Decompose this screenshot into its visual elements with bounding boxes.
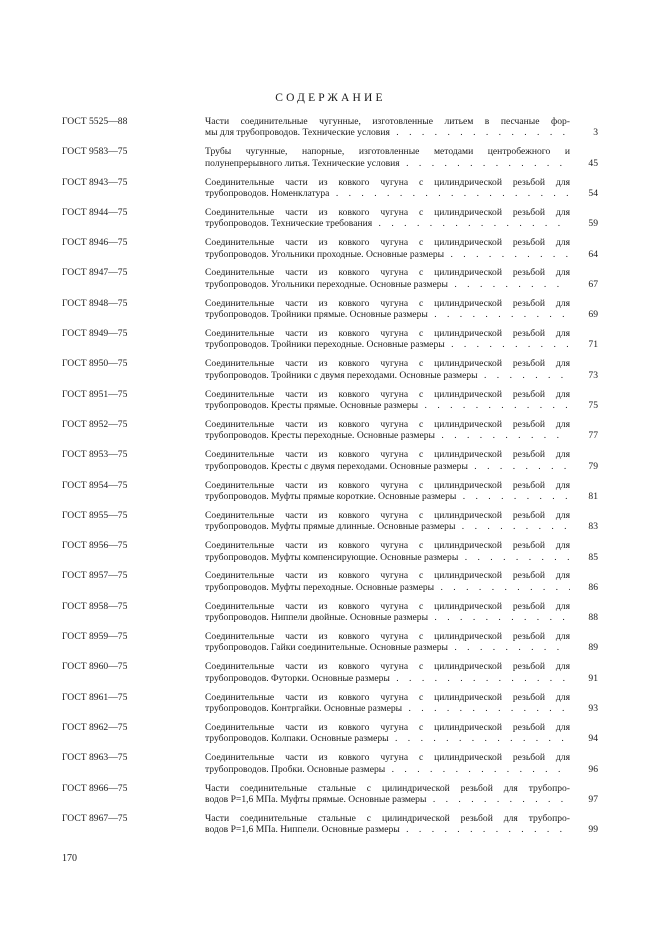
toc-entry-title — [205, 661, 570, 684]
toc-entry-title — [205, 480, 570, 503]
toc-entry — [62, 661, 600, 691]
toc-entry-page: 75 — [588, 400, 598, 412]
toc-entry-title-line2: трубопроводов. Тройники прямые. Основные размеры . . . — [205, 309, 570, 320]
toc-entry — [62, 540, 600, 570]
toc-entry-title — [205, 298, 570, 321]
toc-entry-page: 96 — [588, 763, 598, 775]
toc-entry-title — [205, 783, 570, 806]
toc-entry-code: ГОСТ 8967—75 — [62, 812, 128, 824]
toc-entry-title-line1: Части соединительные стальные с цилиндрической резьбой для трубопро- — [205, 812, 570, 824]
toc-entry-title — [205, 570, 570, 593]
toc-entry-title-line1: Соединительные части из ковкого чугуна с цилиндрической резьбой для — [205, 631, 570, 643]
toc-entry — [62, 237, 600, 267]
toc-entry — [62, 116, 600, 146]
toc-entry-page: 99 — [588, 824, 598, 836]
toc-entry-page: 69 — [588, 309, 598, 321]
toc-entry-page: 83 — [588, 521, 598, 533]
toc-entry-page: 85 — [588, 551, 598, 563]
toc-entry-code: ГОСТ 8957—75 — [62, 570, 128, 582]
toc-entry-code: ГОСТ 8954—75 — [62, 479, 128, 491]
toc-entry-page: 81 — [588, 490, 598, 502]
toc-entry-page: 54 — [588, 187, 598, 199]
toc-entry-code: ГОСТ 8953—75 — [62, 449, 128, 461]
toc-entry-code: ГОСТ 9583—75 — [62, 146, 128, 158]
toc-entry — [62, 752, 600, 782]
toc-entry — [62, 601, 600, 631]
toc-entry-page: 67 — [588, 278, 598, 290]
toc-entry — [62, 207, 600, 237]
toc-entry-title — [205, 389, 570, 412]
toc-entry — [62, 783, 600, 813]
toc-entry — [62, 480, 600, 510]
toc-entry-code: ГОСТ 8958—75 — [62, 600, 128, 612]
toc-entry-title-line1: Соединительные части из ковкого чугуна с цилиндрической резьбой для — [205, 691, 570, 703]
toc-entry-title-line1: Трубы чугунные, напорные, изготовленные методами центробежного и — [205, 146, 570, 158]
toc-entry-page: 73 — [588, 369, 598, 381]
page-number: 170 — [62, 853, 77, 864]
toc-entry-title-line2: трубопроводов. Угольники проходные. Основные размеры . . . — [205, 249, 570, 260]
toc-entry — [62, 419, 600, 449]
toc-entry-title-line2: трубопроводов. Муфты компенсирующие. Основные размеры . . . — [205, 552, 570, 563]
toc-entry-page: 77 — [588, 430, 598, 442]
toc-entry-code: ГОСТ 8946—75 — [62, 237, 128, 249]
toc-entry-title-line1: Соединительные части из ковкого чугуна с цилиндрической резьбой для — [205, 540, 570, 552]
toc-entry-page: 88 — [588, 612, 598, 624]
toc-entry-code: ГОСТ 8962—75 — [62, 721, 128, 733]
toc-entry-title-line2: трубопроводов. Кресты прямые. Основные размеры . . . — [205, 400, 570, 411]
toc-entry-code: ГОСТ 8952—75 — [62, 418, 128, 430]
toc-entry-title-line2: полунепрерывного литья. Технические условия . . . — [205, 158, 570, 169]
toc-entry-title-line2: трубопроводов. Муфты прямые длинные. Основные размеры . . . — [205, 521, 570, 532]
toc-entry-title — [205, 328, 570, 351]
toc-entry-code: ГОСТ 8948—75 — [62, 297, 128, 309]
toc-entry-page: 64 — [588, 248, 598, 260]
toc-entry — [62, 510, 600, 540]
toc-entry-title-line2: трубопроводов. Технические требования . . . — [205, 218, 570, 229]
toc-entry-page: 3 — [593, 127, 598, 139]
toc-entry-title-line1: Соединительные части из ковкого чугуна с цилиндрической резьбой для — [205, 509, 570, 521]
toc-entry-title — [205, 267, 570, 290]
toc-entry-title — [205, 146, 570, 169]
toc-entry-title — [205, 177, 570, 200]
toc-entry-title — [205, 752, 570, 775]
toc-entry — [62, 358, 600, 388]
toc-entry-page: 93 — [588, 703, 598, 715]
toc-entry — [62, 449, 600, 479]
toc-entry — [62, 267, 600, 297]
toc-entry-title-line2: мы для трубопроводов. Технические условия . . . — [205, 127, 570, 138]
toc-entry-title — [205, 207, 570, 230]
toc-entry-title-line1: Соединительные части из ковкого чугуна с цилиндрической резьбой для — [205, 297, 570, 309]
toc-entry — [62, 570, 600, 600]
toc-entry-code: ГОСТ 8944—75 — [62, 206, 128, 218]
toc-entry-title-line2: трубопроводов. Ниппели двойные. Основные размеры . . . — [205, 612, 570, 623]
toc-entry — [62, 328, 600, 358]
toc-entry — [62, 813, 600, 843]
toc-entry — [62, 722, 600, 752]
toc-entry-code: ГОСТ 8960—75 — [62, 661, 128, 673]
toc-entry-title-line1: Соединительные части из ковкого чугуна с цилиндрической резьбой для — [205, 267, 570, 279]
toc-entry-title-line2: трубопроводов. Пробки. Основные размеры . . . — [205, 764, 570, 775]
toc-entry-title — [205, 540, 570, 563]
toc-entry-code: ГОСТ 8963—75 — [62, 752, 128, 764]
toc-entry-title-line2: трубопроводов. Муфты прямые короткие. Основные размеры . . . — [205, 491, 570, 502]
toc-entry-title-line2: трубопроводов. Гайки соединительные. Основные размеры . . . — [205, 642, 570, 653]
toc-entry-title — [205, 358, 570, 381]
toc-entry-title-line1: Соединительные части из ковкого чугуна с цилиндрической резьбой для — [205, 388, 570, 400]
toc-entry-title-line2: трубопроводов. Угольники переходные. Основные размеры . . . — [205, 279, 570, 290]
page-title: СОДЕРЖАНИЕ — [275, 92, 386, 104]
toc-entry-code: ГОСТ 8956—75 — [62, 540, 128, 552]
toc-entry-title-line1: Соединительные части из ковкого чугуна с цилиндрической резьбой для — [205, 721, 570, 733]
toc-entry-title-line2: водов Р=1,6 МПа. Муфты прямые. Основные размеры . . . — [205, 794, 570, 805]
toc-entry-code: ГОСТ 8947—75 — [62, 267, 128, 279]
toc-entry-code: ГОСТ 8966—75 — [62, 782, 128, 794]
toc-entry — [62, 389, 600, 419]
toc-entry-title — [205, 419, 570, 442]
toc-entry-title-line1: Части соединительные чугунные, изготовленные литьем в песчаные фор- — [205, 116, 570, 127]
toc-entry-page: 86 — [588, 581, 598, 593]
toc-entry-page: 59 — [588, 218, 598, 230]
toc-entry-code: ГОСТ 8949—75 — [62, 328, 128, 340]
toc-entry-title-line1: Соединительные части из ковкого чугуна с цилиндрической резьбой для — [205, 176, 570, 188]
toc-entry — [62, 177, 600, 207]
toc-entry-title-line2: трубопроводов. Кресты с двумя переходами. Основные размеры . . . — [205, 461, 570, 472]
toc-entry-title-line1: Части соединительные стальные с цилиндрической резьбой для трубопро- — [205, 782, 570, 794]
toc-entry-title — [205, 449, 570, 472]
toc-entry-title — [205, 510, 570, 533]
toc-entry-page: 79 — [588, 460, 598, 472]
toc-entry-page: 94 — [588, 733, 598, 745]
toc-entry-title-line1: Соединительные части из ковкого чугуна с цилиндрической резьбой для — [205, 418, 570, 430]
toc-entry-page: 45 — [588, 157, 598, 169]
toc-entry-title-line2: трубопроводов. Контргайки. Основные размеры . . . — [205, 703, 570, 714]
toc-entry-title — [205, 692, 570, 715]
toc-entry-title-line2: трубопроводов. Колпаки. Основные размеры . . . — [205, 733, 570, 744]
toc-entry-page: 97 — [588, 793, 598, 805]
toc-entry-code: ГОСТ 5525—88 — [62, 116, 128, 127]
toc-entry — [62, 146, 600, 176]
toc-entry-title-line1: Соединительные части из ковкого чугуна с цилиндрической резьбой для — [205, 328, 570, 340]
toc-entry-title-line2: трубопроводов. Муфты переходные. Основные размеры . . . — [205, 582, 570, 593]
toc-entry-title-line1: Соединительные части из ковкого чугуна с цилиндрической резьбой для — [205, 206, 570, 218]
toc-entry-code: ГОСТ 8951—75 — [62, 388, 128, 400]
toc-entry-title-line2: трубопроводов. Номенклатура . . . — [205, 188, 570, 199]
toc-entry-page: 89 — [588, 642, 598, 654]
toc-entry-title-line1: Соединительные части из ковкого чугуна с цилиндрической резьбой для — [205, 600, 570, 612]
toc-entry-title-line2: трубопроводов. Тройники переходные. Основные размеры . . . — [205, 339, 570, 350]
toc-entry-title-line1: Соединительные части из ковкого чугуна с цилиндрической резьбой для — [205, 479, 570, 491]
toc-entry-title-line2: трубопроводов. Тройники с двумя переходами. Основные размеры . . . — [205, 370, 570, 381]
toc-entry-code: ГОСТ 8950—75 — [62, 358, 128, 370]
toc-entry-title-line1: Соединительные части из ковкого чугуна с цилиндрической резьбой для — [205, 752, 570, 764]
toc-entry-code: ГОСТ 8943—75 — [62, 176, 128, 188]
toc-entry-title-line1: Соединительные части из ковкого чугуна с цилиндрической резьбой для — [205, 449, 570, 461]
toc-entry-code: ГОСТ 8955—75 — [62, 509, 128, 521]
toc-entry-page: 71 — [588, 339, 598, 351]
toc-entry-title-line1: Соединительные части из ковкого чугуна с цилиндрической резьбой для — [205, 570, 570, 582]
toc-entry — [62, 692, 600, 722]
toc-entry-title-line1: Соединительные части из ковкого чугуна с цилиндрической резьбой для — [205, 237, 570, 249]
toc-entry-page: 91 — [588, 672, 598, 684]
toc-entry-title-line2: водов Р=1,6 МПа. Ниппели. Основные размеры . . . — [205, 824, 570, 835]
toc-entry-title — [205, 601, 570, 624]
toc-entry-code: ГОСТ 8961—75 — [62, 691, 128, 703]
toc-list — [62, 116, 600, 843]
toc-entry-title-line2: трубопроводов. Кресты переходные. Основные размеры . . . — [205, 430, 570, 441]
toc-entry-title — [205, 631, 570, 654]
toc-entry — [62, 298, 600, 328]
toc-entry — [62, 631, 600, 661]
toc-entry-code: ГОСТ 8959—75 — [62, 631, 128, 643]
toc-entry-title — [205, 237, 570, 260]
toc-entry-title-line2: трубопроводов. Футорки. Основные размеры . . . — [205, 673, 570, 684]
toc-entry-title — [205, 813, 570, 836]
toc-entry-title — [205, 116, 570, 139]
toc-entry-title-line1: Соединительные части из ковкого чугуна с цилиндрической резьбой для — [205, 661, 570, 673]
toc-entry-title — [205, 722, 570, 745]
toc-entry-title-line1: Соединительные части из ковкого чугуна с цилиндрической резьбой для — [205, 358, 570, 370]
